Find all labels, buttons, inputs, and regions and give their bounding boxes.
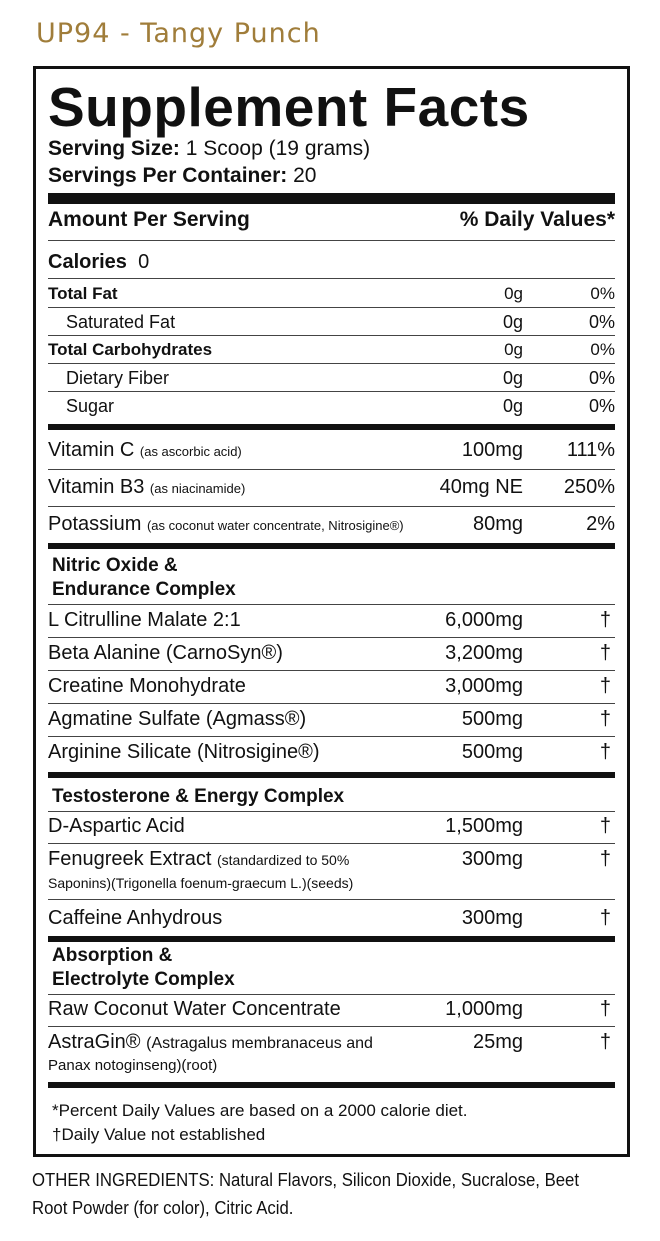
divider (48, 994, 615, 995)
other-ingredients: OTHER INGREDIENTS: Natural Flavors, Silicon Dioxide, Sucralose, Beet Root Powder (for color), Citric Acid. (32, 1170, 580, 1218)
divider (48, 506, 615, 507)
divider-thick (48, 193, 615, 204)
divider-medium (48, 772, 615, 778)
macro-row: Dietary Fiber 0g 0% (66, 368, 615, 388)
divider (48, 899, 615, 900)
macro-row: Total Fat 0g 0% (48, 284, 615, 303)
divider (48, 391, 615, 392)
footnote-not-established: †Daily Value not established (52, 1125, 266, 1144)
divider (48, 363, 615, 364)
divider (48, 736, 615, 737)
ingredient-row: AstraGin® (Astragalus membranaceus and Panax notoginseng)(root) 25mg † (48, 1031, 611, 1074)
product-title: UP94 - Tangy Punch (36, 18, 321, 49)
ingredient-row: Raw Coconut Water Concentrate 1,000mg † (48, 998, 611, 1020)
divider (48, 469, 615, 470)
divider (48, 604, 615, 605)
ingredient-row: Arginine Silicate (Nitrosigine®) 500mg † (48, 741, 611, 763)
footnote-daily-values: *Percent Daily Values are based on a 2000 calorie diet. (52, 1101, 468, 1120)
divider (48, 278, 615, 279)
divider (48, 811, 615, 812)
vitamin-row: Potassium (as coconut water concentrate, Nitrosigine®) 80mg 2% (48, 513, 615, 535)
vitamin-row: Vitamin C (as ascorbic acid) 100mg 111% (48, 439, 615, 461)
divider (48, 703, 615, 704)
section-heading-nitric-oxide: Nitric Oxide & Endurance Complex (52, 555, 236, 600)
calories-row: Calories 0 (48, 251, 150, 273)
divider-medium (48, 936, 615, 942)
servings-per-container: Servings Per Container: 20 (48, 164, 317, 187)
macro-row: Saturated Fat 0g 0% (66, 312, 615, 332)
macro-row: Sugar 0g 0% (66, 396, 615, 416)
divider (48, 637, 615, 638)
divider (48, 240, 615, 241)
ingredient-row: Creatine Monohydrate 3,000mg † (48, 675, 611, 697)
supplement-facts-panel (33, 66, 630, 1157)
ingredient-row: L Citrulline Malate 2:1 6,000mg † (48, 609, 611, 631)
macro-row: Total Carbohydrates 0g 0% (48, 340, 615, 359)
vitamin-row: Vitamin B3 (as niacinamide) 40mg NE 250% (48, 476, 615, 498)
amount-header-row: Amount Per Serving % Daily Values* (48, 208, 615, 231)
panel-title: Supplement Facts (48, 76, 530, 138)
ingredient-row: D-Aspartic Acid 1,500mg † (48, 815, 611, 837)
ingredient-row: Caffeine Anhydrous 300mg † (48, 907, 611, 929)
divider-medium (48, 1082, 615, 1088)
divider (48, 843, 615, 844)
divider-medium (48, 424, 615, 430)
section-heading-testosterone: Testosterone & Energy Complex (52, 786, 345, 807)
divider (48, 307, 615, 308)
divider-medium (48, 543, 615, 549)
serving-size: Serving Size: 1 Scoop (19 grams) (48, 137, 371, 160)
divider (48, 670, 615, 671)
section-heading-absorption: Absorption & Electrolyte Complex (52, 945, 235, 990)
ingredient-row: Fenugreek Extract (standardized to 50% Saponins)(Trigonella foenum-graecum L.)(seeds) 300mg † (48, 848, 611, 891)
divider (48, 335, 615, 336)
ingredient-row: Agmatine Sulfate (Agmass®) 500mg † (48, 708, 611, 730)
ingredient-row: Beta Alanine (CarnoSyn®) 3,200mg † (48, 642, 611, 664)
divider (48, 1026, 615, 1027)
